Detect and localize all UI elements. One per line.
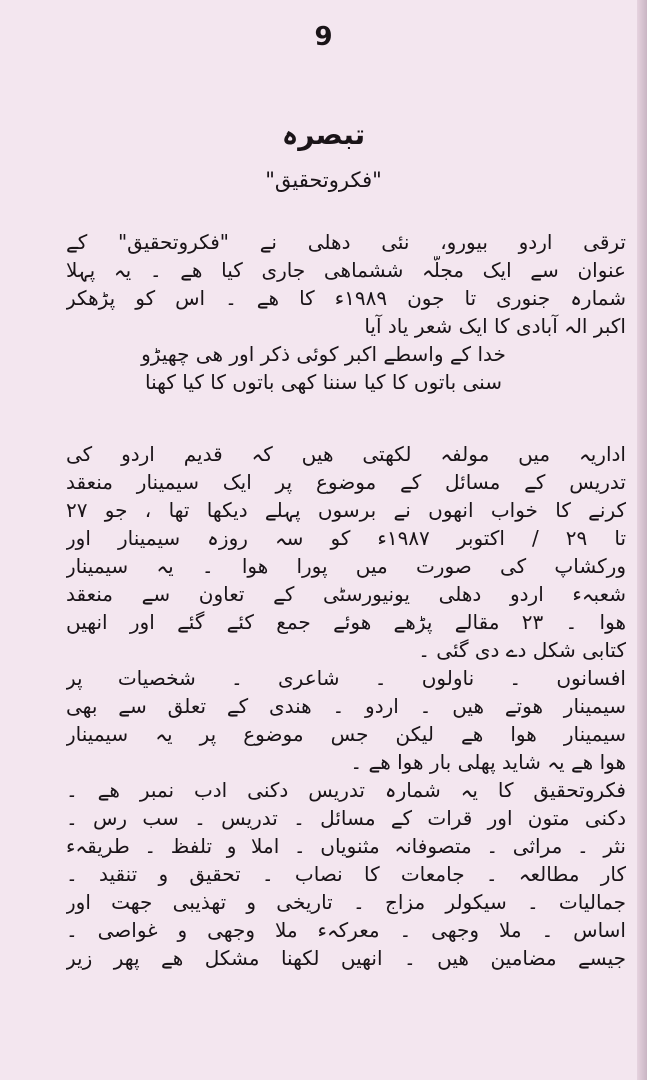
text-line: شمارہ جنوری تا جون ۱۹۸۹ء کا ھے ۔ اس کو پڑھکر <box>66 286 626 310</box>
text-line: سیمینار ھوا ھے لیکن جس موضوع پر یہ سیمینار <box>66 722 626 746</box>
couplet-verse-2: سنی باتوں کا کیا سننا کھی باتوں کا کیا کھنا <box>145 370 502 394</box>
text-line: جمالیات ۔ سیکولر مزاج ۔ تاریخی و تھذیبی جھت اور <box>66 890 626 914</box>
text-line: کار مطالعہ ۔ جامعات کا نصاب ۔ تحقیق و تنقید ۔ <box>66 862 626 886</box>
text-line: ھوا ھے یہ شاید پھلی بار ھوا ھے ۔ <box>350 750 626 774</box>
page-subtitle: "فکروتحقیق" <box>265 168 382 192</box>
text-line: ترقی اردو بیورو، نئی دھلی نے "فکروتحقیق" کے <box>66 230 626 254</box>
text-line: فکروتحقیق کا یہ شمارہ تدریس دکنی ادب نمبر ھے ۔ <box>66 778 626 802</box>
body-paragraph <box>66 440 626 972</box>
page-title: تبصرہ <box>281 118 366 151</box>
text-line: تا ۲۹ / اکتوبر ۱۹۸۷ء کو سہ روزہ سیمینار اور <box>66 526 626 550</box>
text-line: شعبہء اردو دھلی یونیورسٹی کے تعاون سے منعقد <box>66 582 626 606</box>
text-line: جیسے مضامین ھیں ۔ انھیں لکھنا مشکل ھے پھر زیر <box>66 946 626 970</box>
text-line: کرنے کا خواب انھوں نے برسوں پہلے دیکھا تھا ، جو ۲۷ <box>66 498 626 522</box>
text-line: سیمینار ھوتے ھیں ۔ اردو ۔ ھندی کے تعلق سے بھی <box>66 694 626 718</box>
text-line: تدریس کے مسائل کے موضوع پر ایک سیمینار منعقد <box>66 470 626 494</box>
text-line: اداریہ میں مولفہ لکھتی ھیں کہ قدیم اردو کی <box>66 442 626 466</box>
text-line: ھوا ۔ ۲۳ مقالے پڑھے ھوئے جمع کئے گئے اور انھیں <box>66 610 626 634</box>
page-number: 9 <box>314 22 333 52</box>
intro-paragraph <box>66 228 626 340</box>
text-line: دکنی متون اور قرات کے مسائل ۔ تدریس ۔ سب رس ۔ <box>66 806 626 830</box>
page-edge <box>637 0 647 1080</box>
couplet-verse-1: خدا کے واسطے اکبر کوئی ذکر اور ھی چھیڑو <box>141 342 506 366</box>
text-line: اکبر الہ آبادی کا ایک شعر یاد آیا <box>364 314 626 338</box>
text-line: اساس ۔ ملا وجھی ۔ معرکہء ملا وجھی و غواصی ۔ <box>66 918 626 942</box>
text-line: افسانوں ۔ ناولوں ۔ شاعری ۔ شخصیات پر <box>66 666 626 690</box>
text-line: نثر ۔ مراثی ۔ متصوفانہ مثنویاں ۔ املا و تلفظ ۔ طریقہء <box>66 834 626 858</box>
text-line: کتابی شکل دے دی گئی ۔ <box>418 638 626 662</box>
text-line: ورکشاپ کی صورت میں پورا ھوا ۔ یہ سیمینار <box>66 554 626 578</box>
couplet <box>0 340 647 396</box>
text-line: عنوان سے ایک مجلّہ ششماھی جاری کیا ھے ۔ یہ پہلا <box>66 258 626 282</box>
